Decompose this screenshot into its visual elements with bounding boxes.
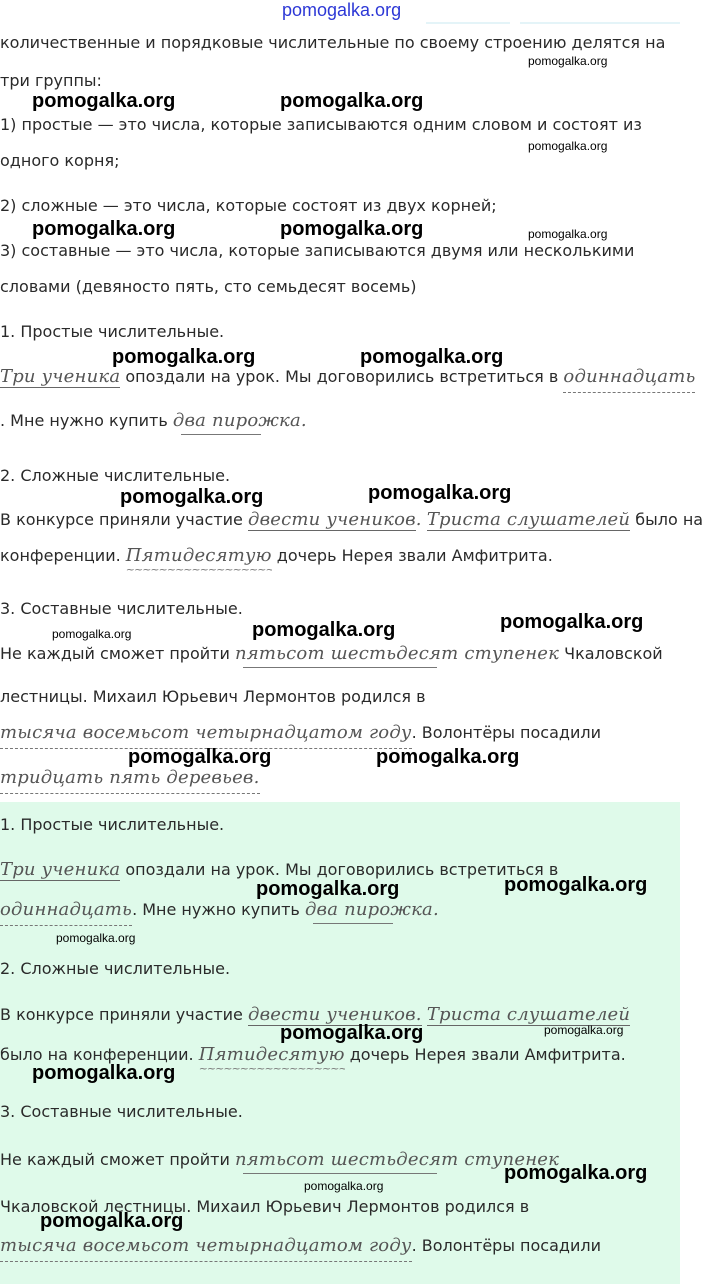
intro-line: 1) простые — это числа, которые записываются одним словом и состоят из	[0, 115, 642, 134]
watermark: pomogalka.org	[280, 1022, 424, 1044]
handwritten-numeral: тысяча восемьсот четырнадцатом году	[0, 722, 412, 743]
section-heading: 2. Сложные числительные.	[0, 466, 231, 485]
handwritten-numeral: двести учеников	[247, 509, 416, 530]
handwritten-numeral: тридцать пять деревьев.	[0, 767, 260, 788]
watermark: pomogalka.org	[252, 619, 396, 641]
example-line	[0, 643, 663, 665]
section-heading: 1. Простые числительные.	[0, 322, 225, 341]
intro-line: 3) составные — это числа, которые записываются двумя или несколькими	[0, 241, 635, 260]
watermark: pomogalka.org	[128, 746, 272, 768]
example-line	[0, 366, 695, 388]
text: было на конференции.	[0, 1045, 194, 1064]
text: опоздали на урок. Мы договорились встретиться в	[125, 367, 559, 386]
intro-line: 2) сложные — это числа, которые состоят из двух корней;	[0, 196, 497, 215]
handwritten-numeral: Пятидесятую ~~~~~	[199, 1044, 345, 1065]
example-line	[0, 1149, 559, 1171]
divider	[520, 22, 680, 24]
watermark: pomogalka.org	[56, 931, 136, 945]
handwritten-numeral: пятьсот шестьдесят ступенек	[234, 1149, 560, 1170]
watermark: pomogalka.org	[504, 1162, 648, 1184]
watermark: pomogalka.org	[544, 1023, 624, 1037]
handwritten-numeral: тысяча восемьсот четырнадцатом году	[0, 1235, 412, 1256]
watermark: pomogalka.org	[376, 746, 520, 768]
handwritten-numeral: пятьсот шестьдесят ступенек	[234, 643, 560, 664]
watermark: pomogalka.org	[112, 346, 256, 368]
watermark: pomogalka.org	[256, 878, 400, 900]
watermark: pomogalka.org	[360, 346, 504, 368]
handwritten-numeral: Триста слушателей	[426, 509, 631, 530]
section-heading: 1. Простые числительные.	[0, 815, 225, 834]
section-heading: 3. Составные числительные.	[0, 599, 243, 618]
text: Не каждый сможет пройти	[0, 1150, 230, 1169]
intro-line: количественные и порядковые числительные по своему строению делятся на	[0, 33, 666, 52]
text: В конкурсе приняли участие	[0, 510, 243, 529]
handwritten-numeral: Пятидесятую ~~~~~	[126, 545, 272, 566]
handwritten-numeral: два пирожка.	[304, 899, 439, 920]
watermark: pomogalka.org	[528, 54, 608, 68]
watermark: pomogalka.org	[120, 486, 264, 508]
handwritten-numeral: Три ученика	[0, 859, 121, 880]
text: конференции.	[0, 546, 121, 565]
text: дочерь Нерея звали Амфитрита.	[276, 546, 553, 565]
text: . Мне нужно купить	[132, 900, 300, 919]
text: . Волонтёры посадили	[411, 1236, 601, 1255]
section-heading: 2. Сложные числительные.	[0, 959, 231, 978]
text: .	[415, 509, 422, 530]
text: Не каждый сможет пройти	[0, 644, 230, 663]
example-line: Чкаловской лестницы. Михаил Юрьевич Лермонтов родился в	[0, 1197, 530, 1216]
watermark: pomogalka.org	[32, 1062, 176, 1084]
watermark: pomogalka.org	[32, 218, 176, 240]
intro-line: три группы:	[0, 71, 102, 90]
handwritten-numeral: два пирожка.	[172, 410, 307, 431]
intro-line: словами (девяносто пять, сто семьдесят восемь)	[0, 277, 417, 296]
handwritten-numeral: Три ученика	[0, 366, 121, 387]
text: опоздали на урок. Мы договорились встретиться в	[125, 860, 559, 879]
handwritten-numeral: одиннадцать	[0, 899, 133, 920]
text: Чкаловской	[564, 644, 663, 663]
example-line	[0, 899, 439, 921]
text: дочерь Нерея звали Амфитрита.	[349, 1045, 626, 1064]
watermark: pomogalka.org	[280, 90, 424, 112]
section-heading: 3. Составные числительные.	[0, 1102, 243, 1121]
text: было на	[635, 510, 703, 529]
watermark: pomogalka.org	[500, 611, 644, 633]
handwritten-numeral: двести учеников.	[247, 1004, 422, 1025]
site-logo: pomogalka.org	[282, 0, 402, 20]
watermark: pomogalka.org	[32, 90, 176, 112]
watermark: pomogalka.org	[368, 482, 512, 504]
watermark: pomogalka.org	[504, 874, 648, 896]
example-line	[0, 545, 553, 567]
divider	[426, 22, 510, 24]
example-line	[0, 509, 703, 531]
example-line: лестницы. Михаил Юрьевич Лермонтов родился в	[0, 687, 426, 706]
text: . Волонтёры посадили	[411, 723, 601, 742]
example-line	[0, 767, 260, 789]
watermark: pomogalka.org	[280, 218, 424, 240]
example-line	[0, 410, 307, 432]
watermark: pomogalka.org	[40, 1210, 184, 1232]
watermark: pomogalka.org	[52, 627, 132, 641]
example-line	[0, 1235, 601, 1257]
text: . Мне нужно купить	[0, 411, 168, 430]
watermark: pomogalka.org	[304, 1179, 384, 1193]
watermark: pomogalka.org	[528, 139, 608, 153]
text: В конкурсе приняли участие	[0, 1005, 243, 1024]
example-line	[0, 722, 601, 744]
handwritten-numeral: Триста слушателей	[426, 1004, 631, 1025]
watermark: pomogalka.org	[528, 227, 608, 241]
intro-line: одного корня;	[0, 151, 120, 170]
handwritten-numeral: одиннадцать	[563, 366, 696, 387]
